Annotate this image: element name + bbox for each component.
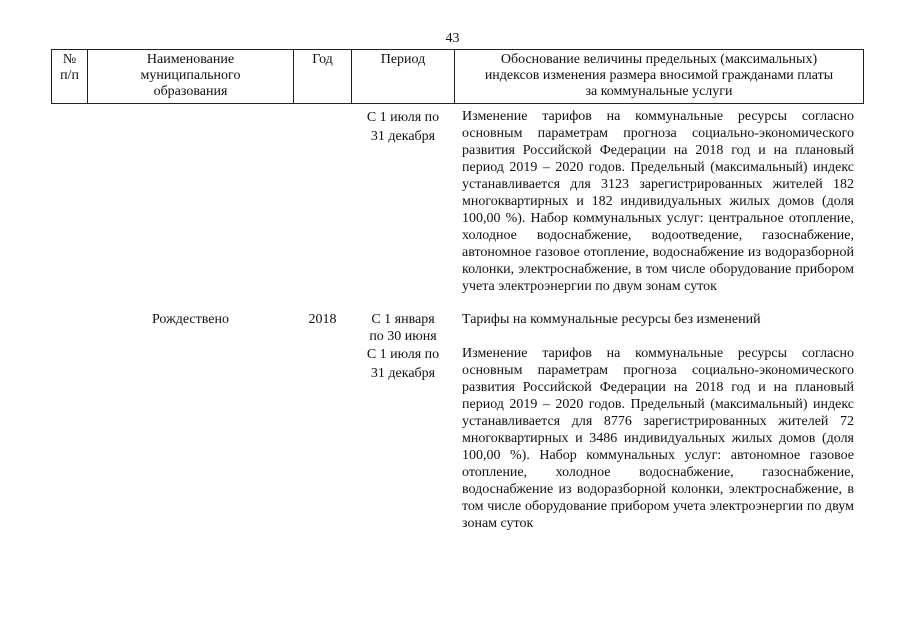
header-year xyxy=(293,49,352,104)
header-num-text: № п/п xyxy=(60,52,79,83)
header-period-text: Период xyxy=(380,52,426,67)
row-basis: Изменение тарифов на коммунальные ресурсы согласно основным параметрам прогноза социально-экономического развития Российской Федерации на 2018 год и на плановый период 2019 – 2020 годов. Предельный (максимальный) индекс устанавливается для 8776 зарегистрированных жителей 72 многоквартирных и 3486 индивидуальных жилых домов (доля 100,00 %). Набор коммунальных услуг: автономное газовое отопление, холодное водоснабжение, газоснабжение, водоснабжение из водоразборной колонки, электроснабжение, в том числе оборудование прибором учета электроэнергии по двум зонам суток xyxy=(462,346,854,531)
page-number: 43 xyxy=(445,31,460,46)
header-basis-text: Обоснование величины предельных (максимальных) индексов изменения размера вносимой гражданами платы за коммунальные услуги xyxy=(484,52,834,99)
header-num xyxy=(51,49,88,104)
header-period xyxy=(351,49,455,104)
row-name: Рождествено xyxy=(151,312,229,327)
header-basis xyxy=(454,49,864,104)
header-name xyxy=(87,49,294,104)
row-period: С 1 января по 30 июня xyxy=(369,312,437,344)
row-period: С 1 июля по 31 декабря xyxy=(366,347,440,381)
row-period: С 1 июля по 31 декабря xyxy=(366,110,440,144)
row-basis: Тарифы на коммунальные ресурсы без изменений xyxy=(462,312,761,327)
header-year-text: Год xyxy=(312,52,333,67)
row-basis: Изменение тарифов на коммунальные ресурсы согласно основным параметрам прогноза социально-экономического развития Российской Федерации на 2018 год и на плановый период 2019 – 2020 годов. Предельный (максимальный) индекс устанавливается для 3123 зарегистрированных жителей 182 многоквартирных и 182 индивидуальных жилых домов (доля 100,00 %). Набор коммунальных услуг: центральное отопление, холодное водоснабжение, водоотведение, газоснабжение, автономное газовое отопление, водоснабжение из водоразборной колонки, электроснабжение, в том числе оборудование прибором учета электроэнергии по двум зонам суток xyxy=(462,109,854,294)
header-name-text: Наименование муниципального образования xyxy=(140,52,241,99)
row-year: 2018 xyxy=(308,312,337,327)
